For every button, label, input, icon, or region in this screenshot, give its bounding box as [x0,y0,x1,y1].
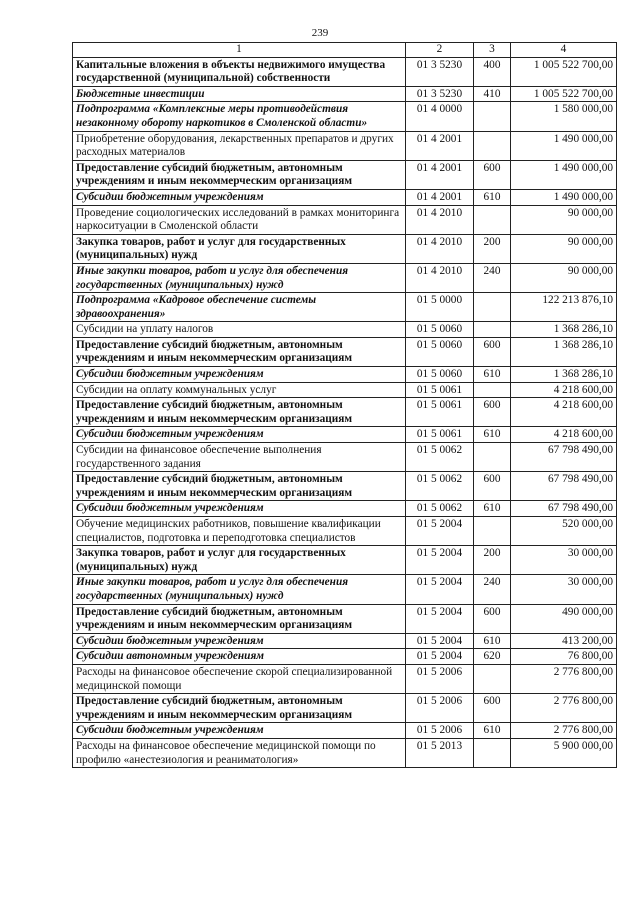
row-amount: 122 213 876,10 [511,293,617,322]
row-amount: 67 798 490,00 [511,443,617,472]
row-expense-type: 240 [474,263,511,292]
row-expense-type [474,322,511,338]
row-name: Предоставление субсидий бюджетным, автономным учреждениям и иным некоммерческим организациям [73,160,406,189]
row-name: Субсидии автономным учреждениям [73,649,406,665]
row-code: 01 5 0060 [406,367,474,383]
row-expense-type: 610 [474,189,511,205]
table-row [73,517,617,546]
row-amount: 30 000,00 [511,546,617,575]
row-name: Обучение медицинских работников, повышение квалификации специалистов, подготовка и переподготовка специалистов [73,517,406,546]
table-row [73,575,617,604]
row-code: 01 5 2004 [406,649,474,665]
row-expense-type: 240 [474,575,511,604]
row-expense-type [474,664,511,693]
row-amount: 1 490 000,00 [511,131,617,160]
row-amount: 4 218 600,00 [511,398,617,427]
row-expense-type: 400 [474,57,511,86]
row-code: 01 4 2010 [406,205,474,234]
row-expense-type: 600 [474,472,511,501]
row-code: 01 4 2001 [406,189,474,205]
row-expense-type [474,517,511,546]
row-amount: 76 800,00 [511,649,617,665]
row-code: 01 5 2004 [406,633,474,649]
row-code: 01 5 2013 [406,738,474,767]
row-code: 01 5 0061 [406,427,474,443]
row-name: Приобретение оборудования, лекарственных препаратов и других расходных материалов [73,131,406,160]
column-header-3: 3 [474,43,511,58]
row-code: 01 5 2006 [406,723,474,739]
row-expense-type: 610 [474,367,511,383]
row-expense-type [474,382,511,398]
table-row [73,160,617,189]
row-name: Закупка товаров, работ и услуг для государственных (муниципальных) нужд [73,234,406,263]
row-name: Иные закупки товаров, работ и услуг для обеспечения государственных (муниципальных) нужд [73,263,406,292]
table-row [73,664,617,693]
row-expense-type [474,131,511,160]
table-row [73,443,617,472]
row-name: Подпрограмма «Комплексные меры противодействия незаконному обороту наркотиков в Смоленской области» [73,102,406,131]
row-code: 01 5 0062 [406,443,474,472]
row-name: Предоставление субсидий бюджетным, автономным учреждениям и иным некоммерческим организациям [73,694,406,723]
table-row [73,633,617,649]
row-expense-type: 600 [474,337,511,366]
row-amount: 4 218 600,00 [511,427,617,443]
row-expense-type [474,738,511,767]
table-row [73,234,617,263]
row-code: 01 5 2006 [406,664,474,693]
row-amount: 1 005 522 700,00 [511,86,617,102]
table-row [73,694,617,723]
table-row [73,322,617,338]
row-amount: 67 798 490,00 [511,501,617,517]
row-name: Капитальные вложения в объекты недвижимого имущества государственной (муниципальной) собственности [73,57,406,86]
row-code: 01 3 5230 [406,57,474,86]
row-name: Субсидии бюджетным учреждениям [73,189,406,205]
row-name: Проведение социологических исследований в рамках мониторинга наркоситуации в Смоленской области [73,205,406,234]
header-row [73,43,617,58]
row-expense-type: 600 [474,398,511,427]
row-expense-type: 200 [474,234,511,263]
row-expense-type: 610 [474,501,511,517]
table-row [73,546,617,575]
row-code: 01 5 0062 [406,501,474,517]
row-amount: 1 368 286,10 [511,367,617,383]
row-code: 01 5 2004 [406,604,474,633]
row-code: 01 5 0062 [406,472,474,501]
row-name: Предоставление субсидий бюджетным, автономным учреждениям и иным некоммерческим организациям [73,472,406,501]
column-header-2: 2 [406,43,474,58]
row-name: Субсидии бюджетным учреждениям [73,723,406,739]
table-row [73,86,617,102]
row-expense-type: 410 [474,86,511,102]
row-expense-type [474,102,511,131]
table-row [73,189,617,205]
row-expense-type [474,443,511,472]
row-code: 01 4 2010 [406,263,474,292]
table-row [73,398,617,427]
row-name: Предоставление субсидий бюджетным, автономным учреждениям и иным некоммерческим организациям [73,398,406,427]
row-expense-type: 610 [474,427,511,443]
row-amount: 413 200,00 [511,633,617,649]
row-name: Предоставление субсидий бюджетным, автономным учреждениям и иным некоммерческим организациям [73,604,406,633]
row-name: Субсидии бюджетным учреждениям [73,367,406,383]
table-row [73,472,617,501]
row-amount: 1 005 522 700,00 [511,57,617,86]
row-name: Закупка товаров, работ и услуг для государственных (муниципальных) нужд [73,546,406,575]
row-name: Субсидии бюджетным учреждениям [73,633,406,649]
table-row [73,501,617,517]
row-code: 01 5 0060 [406,322,474,338]
row-expense-type: 600 [474,604,511,633]
row-amount: 5 900 000,00 [511,738,617,767]
row-expense-type: 610 [474,633,511,649]
table-row [73,738,617,767]
row-name: Субсидии бюджетным учреждениям [73,501,406,517]
row-code: 01 5 0000 [406,293,474,322]
row-name: Предоставление субсидий бюджетным, автономным учреждениям и иным некоммерческим организациям [73,337,406,366]
row-amount: 2 776 800,00 [511,694,617,723]
row-code: 01 5 2006 [406,694,474,723]
row-expense-type [474,205,511,234]
table-row [73,649,617,665]
row-amount: 90 000,00 [511,263,617,292]
row-amount: 90 000,00 [511,234,617,263]
table-row [73,604,617,633]
row-amount: 2 776 800,00 [511,664,617,693]
table-row [73,367,617,383]
row-code: 01 5 2004 [406,546,474,575]
row-expense-type: 200 [474,546,511,575]
table-row [73,293,617,322]
row-amount: 1 368 286,10 [511,337,617,366]
row-expense-type: 620 [474,649,511,665]
table-row [73,205,617,234]
row-name: Субсидии бюджетным учреждениям [73,427,406,443]
table-body [73,57,617,768]
row-code: 01 5 0061 [406,382,474,398]
budget-table [72,42,617,768]
table-row [73,131,617,160]
row-amount: 67 798 490,00 [511,472,617,501]
row-name: Бюджетные инвестиции [73,86,406,102]
page-number: 239 [311,27,329,39]
row-amount: 1 490 000,00 [511,189,617,205]
row-amount: 2 776 800,00 [511,723,617,739]
row-name: Расходы на финансовое обеспечение медицинской помощи по профилю «анестезиология и реаниматология» [73,738,406,767]
row-expense-type: 610 [474,723,511,739]
row-name: Субсидии на финансовое обеспечение выполнения государственного задания [73,443,406,472]
row-code: 01 4 2010 [406,234,474,263]
table-row [73,382,617,398]
row-amount: 520 000,00 [511,517,617,546]
table-row [73,427,617,443]
column-header-1: 1 [73,43,406,58]
row-expense-type [474,293,511,322]
row-amount: 490 000,00 [511,604,617,633]
column-header-4: 4 [511,43,617,58]
row-name: Подпрограмма «Кадровое обеспечение системы здравоохранения» [73,293,406,322]
row-code: 01 4 2001 [406,160,474,189]
row-amount: 30 000,00 [511,575,617,604]
row-code: 01 3 5230 [406,86,474,102]
row-code: 01 5 2004 [406,517,474,546]
row-code: 01 5 0060 [406,337,474,366]
row-code: 01 4 2001 [406,131,474,160]
table-row [73,263,617,292]
row-name: Иные закупки товаров, работ и услуг для обеспечения государственных (муниципальных) нужд [73,575,406,604]
table-row [73,57,617,86]
row-amount: 1 368 286,10 [511,322,617,338]
row-code: 01 4 0000 [406,102,474,131]
row-expense-type: 600 [474,694,511,723]
table-row [73,723,617,739]
row-code: 01 5 2004 [406,575,474,604]
table-row [73,337,617,366]
row-amount: 1 580 000,00 [511,102,617,131]
row-code: 01 5 0061 [406,398,474,427]
table-row [73,102,617,131]
table-header [73,43,617,58]
row-amount: 1 490 000,00 [511,160,617,189]
row-name: Субсидии на уплату налогов [73,322,406,338]
row-expense-type: 600 [474,160,511,189]
row-amount: 4 218 600,00 [511,382,617,398]
row-name: Субсидии на оплату коммунальных услуг [73,382,406,398]
row-amount: 90 000,00 [511,205,617,234]
row-name: Расходы на финансовое обеспечение скорой специализированной медицинской помощи [73,664,406,693]
